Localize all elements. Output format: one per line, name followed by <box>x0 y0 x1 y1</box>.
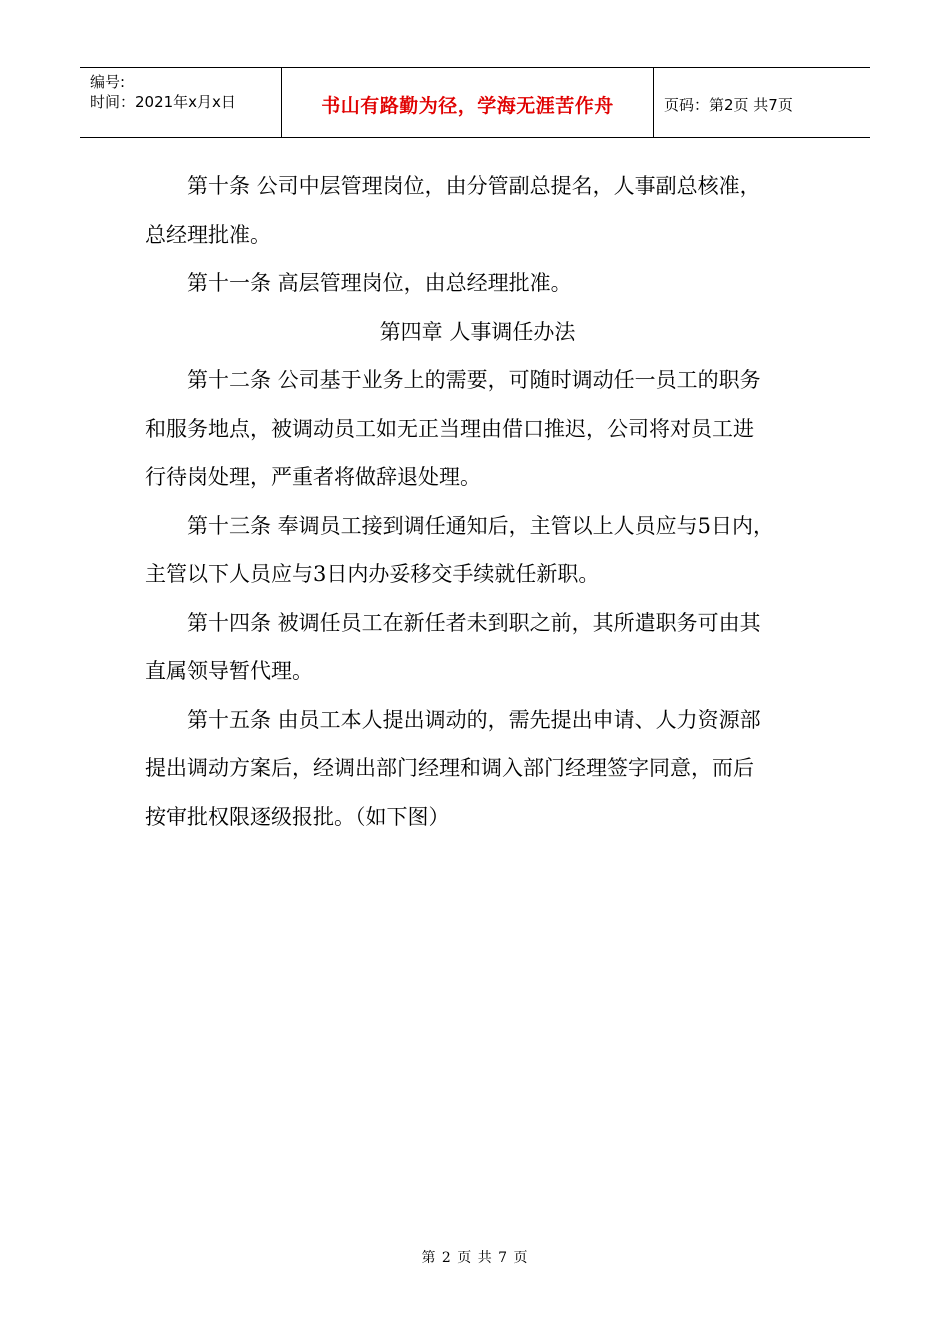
page-footer <box>0 1247 950 1267</box>
document-number-label: 编号: <box>90 73 126 91</box>
footer-page-number: 第 2 页 共 7 页 <box>421 1250 529 1266</box>
header-meta <box>80 68 282 137</box>
header-motto: 书山有路勤为径，学海无涯苦作舟 <box>321 95 614 117</box>
page-header <box>80 67 870 138</box>
article-13-line-1: 第十三条 奉调员工接到调任通知后，主管以上人员应与5日内， <box>187 513 775 538</box>
article-13-line-2: 主管以下人员应与3日内办妥移交手续就任新职。 <box>145 562 600 586</box>
article-14-line-2: 直属领导暂代理。 <box>145 659 313 683</box>
article-12-line-1: 第十二条 公司基于业务上的需要，可随时调动任一员工的职务 <box>187 368 761 392</box>
header-motto-cell <box>282 68 654 137</box>
document-body <box>145 162 810 841</box>
article-14-line-1: 第十四条 被调任员工在新任者未到职之前，其所遣职务可由其 <box>187 610 761 635</box>
article-12-line-2: 和服务地点，被调动员工如无正当理由借口推迟，公司将对员工进 <box>145 416 754 441</box>
article-11: 第十一条 高层管理岗位，由总经理批准。 <box>187 271 572 295</box>
article-10-line-2: 总经理批准。 <box>145 222 271 247</box>
document-date-label: 时间：2021年x月x日 <box>90 93 236 111</box>
article-15-line-1: 第十五条 由员工本人提出调动的，需先提出申请、人力资源部 <box>187 707 761 732</box>
header-page-info: 页码：第2页 共7页 <box>664 96 793 114</box>
header-page-info-cell <box>654 68 870 137</box>
article-15-line-3: 按审批权限逐级报批。（如下图） <box>145 804 450 829</box>
article-12-line-3: 行待岗处理，严重者将做辞退处理。 <box>145 465 481 489</box>
chapter-heading: 第四章 人事调任办法 <box>379 319 576 344</box>
article-10-line-1: 第十条 公司中层管理岗位，由分管副总提名，人事副总核准， <box>187 174 761 198</box>
article-15-line-2: 提出调动方案后，经调出部门经理和调入部门经理签字同意，而后 <box>145 756 754 780</box>
